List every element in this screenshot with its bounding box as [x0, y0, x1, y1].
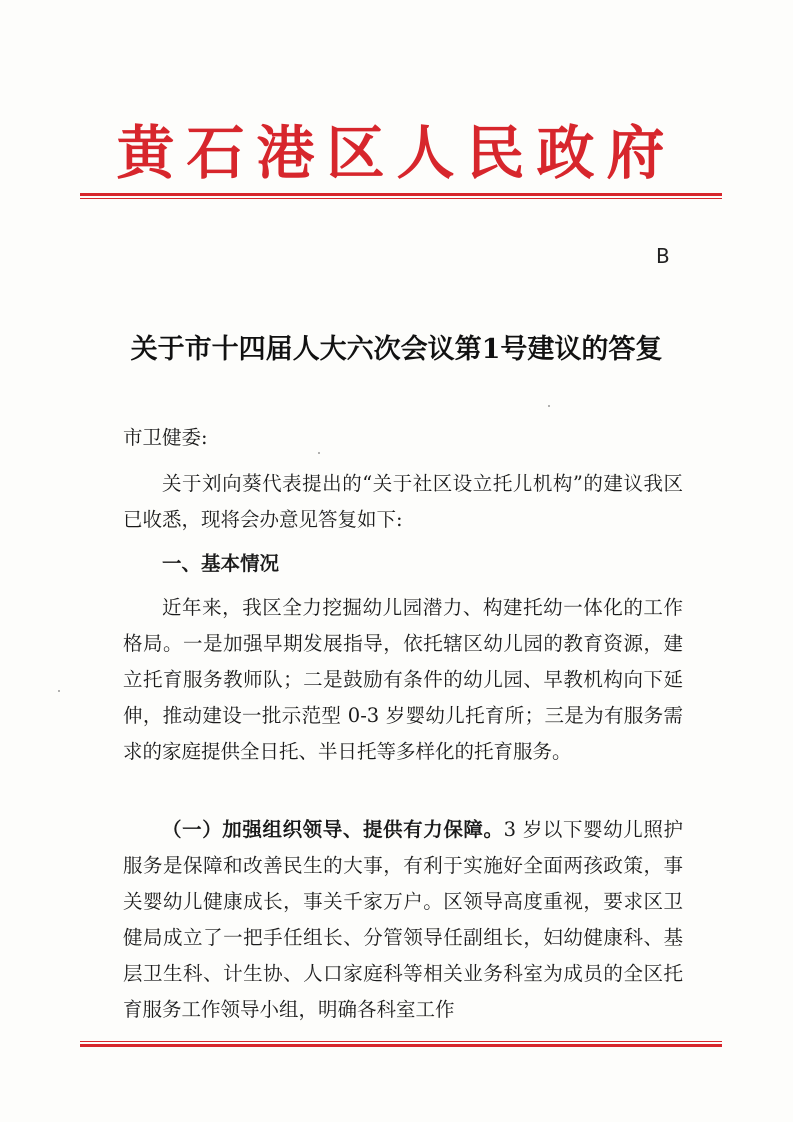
intro-paragraph: 关于刘向葵代表提出的“关于社区设立托儿机构”的建议我区已收悉，现将会办意见答复如下:	[123, 472, 683, 531]
document-title: 关于市十四届人大六次会议第1号建议的答复	[130, 334, 663, 365]
scan-speck	[58, 690, 60, 692]
salutation: 市卫健委:	[123, 426, 208, 449]
scan-speck	[548, 405, 550, 407]
section-heading: 一、基本情况	[162, 552, 280, 575]
header-rule-thin	[80, 198, 722, 199]
section-paragraph: 近年来，我区全力挖掘幼儿园潜力、构建托幼一体化的工作格局。一是加强早期发展指导，依托辖区幼儿园的教育资源，建立托育服务教师队；二是鼓励有条件的幼儿园、早教机构向下延伸，推动建设一批示范型 0-3 岁婴幼儿托育所；三是为有服务需求的家庭提供全日托、半日托等多样化的托育服务。	[123, 596, 683, 763]
agency-header-title: 黄石港区人民政府	[116, 119, 677, 187]
subsection-paragraph	[123, 812, 683, 1028]
document-mark: B	[656, 244, 670, 268]
subsection-heading: （一）加强组织领导、提供有力保障。	[162, 818, 504, 841]
subsection-text: 3 岁以下婴幼儿照护服务是保障和改善民生的大事，有利于实施好全面两孩政策，事关婴幼儿健康成长，事关千家万户。区领导高度重视，要求区卫健局成立了一把手任组长、分管领导任副组长，妇幼健康科、基层卫生科、计生协、人口家庭科等相关业务科室为成员的全区托育服务工作领导小组，明确各科室工作	[123, 818, 683, 1021]
scan-speck	[318, 452, 320, 454]
header-rule-thick	[80, 193, 722, 196]
footer-rule-thick	[80, 1044, 722, 1047]
footer-rule-thin	[80, 1041, 722, 1042]
